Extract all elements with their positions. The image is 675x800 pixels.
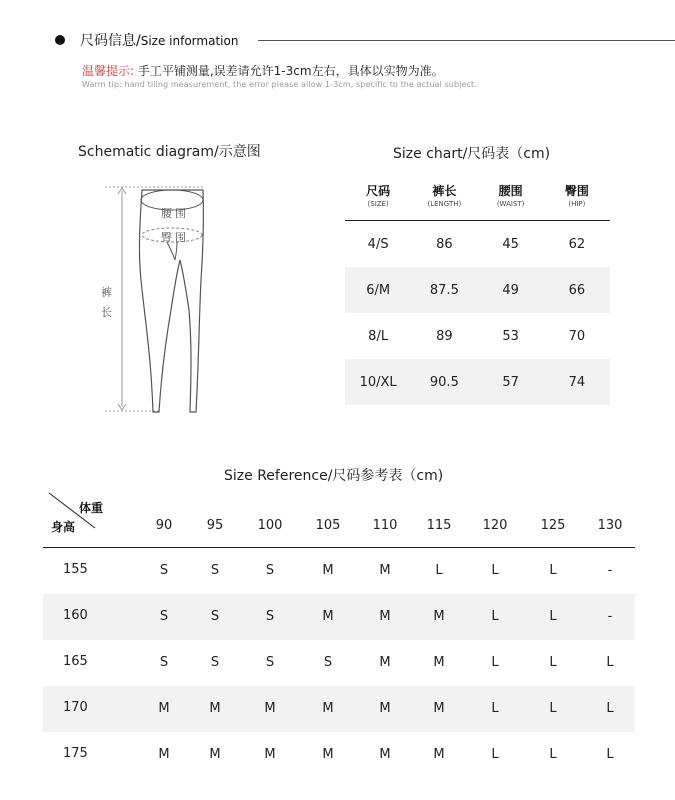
table-cell: S [265,563,275,578]
table-cell: 62 [568,236,586,252]
height-value: 155 [63,562,88,577]
table-cell: 70 [568,328,586,344]
table-cell: M [264,701,276,716]
table-cell: S [265,655,275,670]
weight-header: 100 [257,518,283,533]
table-cell: 6/M [366,282,391,298]
table-cell: M [158,747,170,762]
table-cell: M [379,655,391,670]
table-cell: - [607,609,613,624]
table-cell: L [549,609,557,624]
table-row [43,686,635,732]
table-cell: M [379,747,391,762]
table-cell: L [606,701,614,716]
heading-divider [258,40,675,41]
warm-tip-label: 温馨提示: [82,64,135,78]
size-chart-table [345,184,610,405]
table-cell: 4/S [367,236,389,252]
weight-header: 105 [315,518,341,533]
reference-title: Size Reference/尺码参考表（cm) [224,468,444,484]
heading-cn: 尺码信息/ [80,33,141,49]
table-row [43,594,635,640]
table-cell: L [491,563,499,578]
table-cell: S [159,655,169,670]
weight-header: 95 [206,518,224,533]
table-cell: L [549,747,557,762]
table-cell: 66 [568,282,586,298]
length-label-1: 裤 [101,286,112,299]
waist-header: 腰围 (WAIST) [496,184,525,208]
table-cell: L [491,655,499,670]
table-cell: 89 [436,328,453,344]
table-cell: L [491,701,499,716]
table-cell: M [379,563,391,578]
table-cell: M [433,701,445,716]
table-cell: 49 [502,282,519,298]
table-cell: L [606,747,614,762]
size-reference-table [43,490,635,778]
table-cell: M [322,609,334,624]
table-cell: M [322,701,334,716]
table-row [345,313,610,359]
table-cell: 57 [502,374,519,390]
leggings-diagram [95,180,235,424]
table-cell: M [433,655,445,670]
waist-label: 腰围 [161,207,189,220]
table-row [345,267,610,313]
diagram-title: Schematic diagram/示意图 [78,144,261,160]
table-cell: M [264,747,276,762]
weight-header: 130 [597,518,623,533]
length-label-2: 长 [101,306,112,319]
table-cell: - [607,563,613,578]
size-header: 尺码 (SIZE) [366,184,391,208]
table-cell: S [210,609,220,624]
heading-en: Size information [140,34,239,48]
warm-tip-text: 手工平铺测量,误差请允许1-3cm左右，具体以实物为准。 [134,64,444,78]
height-corner-label: 身高 [51,520,76,534]
weight-header: 110 [372,518,398,533]
table-cell: 90.5 [429,374,459,390]
table-cell: S [323,655,333,670]
table-cell: M [433,747,445,762]
table-cell: L [549,563,557,578]
table-cell: L [549,655,557,670]
table-cell: L [549,701,557,716]
table-cell: L [491,747,499,762]
table-cell: M [158,701,170,716]
height-value: 170 [63,700,88,715]
weight-header: 115 [426,518,452,533]
table-row [43,640,635,686]
size-chart-header [345,184,610,221]
table-row [345,221,610,267]
table-cell: S [210,563,220,578]
table-cell: 8/L [368,328,389,344]
table-cell: S [210,655,220,670]
height-value: 165 [63,654,88,669]
table-cell: M [379,701,391,716]
weight-header: 125 [540,518,566,533]
table-cell: S [265,609,275,624]
table-cell: L [606,655,614,670]
table-cell: 74 [568,374,586,390]
table-row [345,359,610,405]
weight-corner-label: 体重 [79,501,104,515]
table-cell: M [209,747,221,762]
warm-tip-english: Warm tip: hand tiling measurement, the error please allow 1-3cm, specific to the actual subject. [82,80,477,89]
warm-tip [82,62,444,79]
table-cell: M [379,609,391,624]
table-cell: 86 [436,236,453,252]
table-cell: L [491,609,499,624]
table-row [43,732,635,778]
bullet-dot-icon [55,35,65,45]
hip-label: 臀围 [161,231,189,244]
table-cell: S [159,563,169,578]
height-value: 160 [63,608,88,623]
table-cell: 53 [502,328,519,344]
table-cell: M [433,609,445,624]
table-cell: L [435,563,443,578]
weight-header: 90 [155,518,173,533]
table-cell: 10/XL [359,374,397,390]
table-cell: 45 [502,236,519,252]
table-cell: 87.5 [429,282,459,298]
hip-header: 臀围 (HIP) [564,184,589,208]
table-cell: M [322,563,334,578]
table-row [43,548,635,594]
weight-header: 120 [482,518,508,533]
size-chart-title: Size chart/尺码表（cm) [393,146,551,162]
section-heading [80,30,238,50]
length-header: 裤长 (LENGTH) [427,184,462,208]
height-value: 175 [63,746,88,761]
reference-header [43,490,635,548]
table-cell: M [322,747,334,762]
table-cell: S [159,609,169,624]
table-cell: M [209,701,221,716]
